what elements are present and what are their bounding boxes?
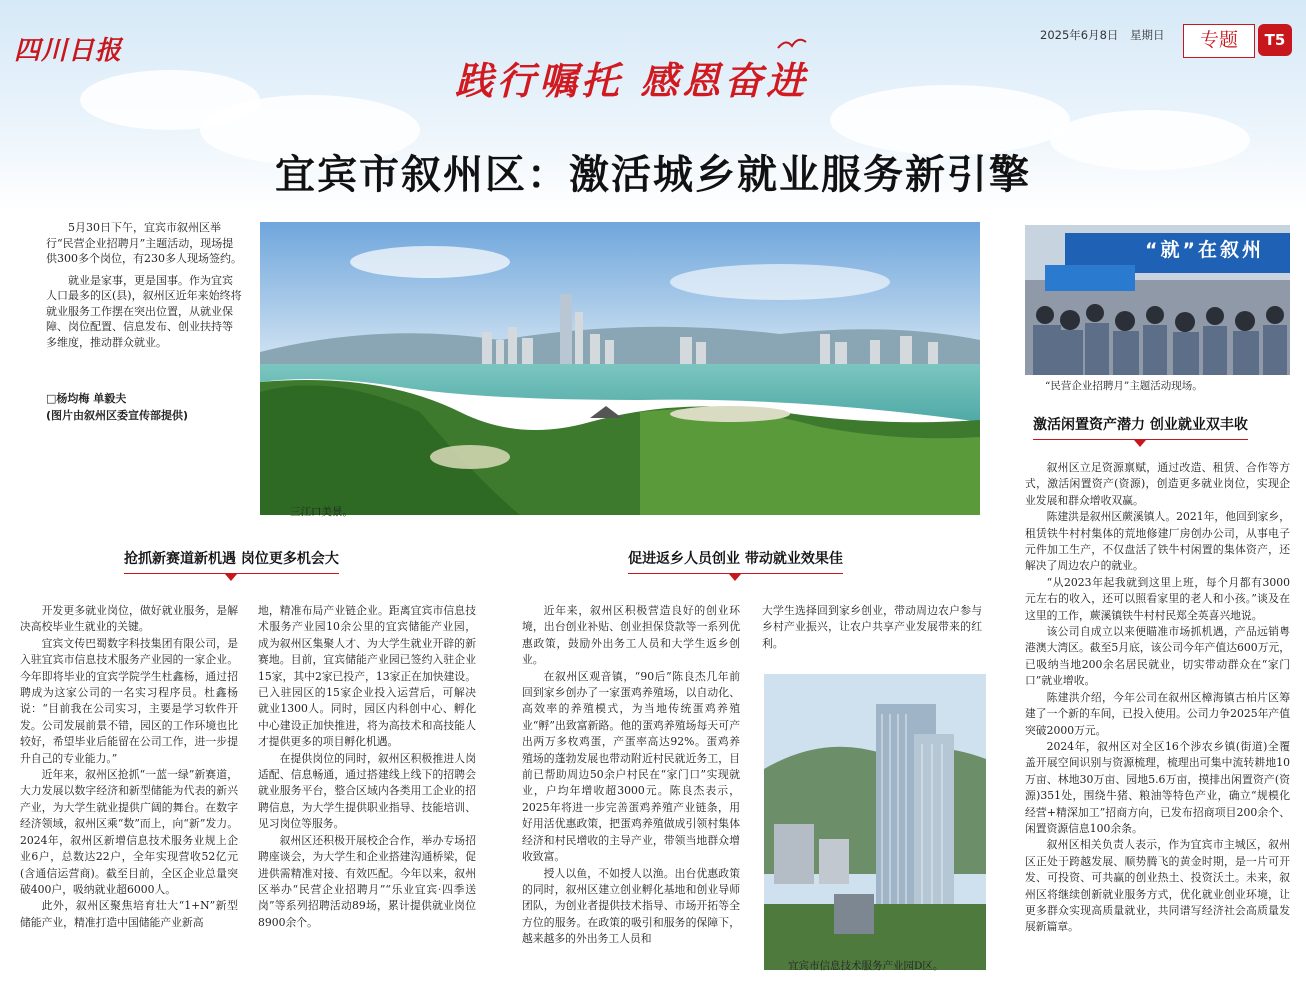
article-paragraph: 宜宾文传巴蜀数字科技集团有限公司，是入驻宜宾市信息技术服务产业园的一家企业。今年即将毕业的宜宾学院学生杜鑫杨，通过招聘成为这家公司的一名实习程序员。杜鑫杨说：“目前我在公司实习，主要是学习软件开发。公司发展前景不错，园区的工作环境也比较好，希望毕业后能留在公司工作，进一步提升自己的专业能力。” — [20, 636, 238, 765]
intro-paragraph: 就业是家事，更是国事。作为宜宾人口最多的区(县)，叙州区近年来始终将就业服务工作摆在突出位置，从就业保障、岗位配置、信息发布、创业扶持等多维度，推动群众就业。 — [46, 273, 242, 349]
panorama-caption: 三江口美景。 — [290, 506, 353, 518]
three-rivers-panorama-photo — [260, 222, 980, 515]
bird-decoration-icon — [776, 34, 808, 56]
subhead-idle-assets — [1033, 414, 1248, 434]
article-paragraph: 开发更多就业岗位，做好就业服务，是解决高校毕业生就业的关键。 — [20, 604, 238, 634]
page-headline: 宜宾市叙州区：激活城乡就业服务新引擎 — [275, 152, 1031, 198]
dateline — [1040, 27, 1173, 43]
article-column-4 — [762, 603, 982, 663]
article-paragraph: 该公司自成立以来便瞄准市场抓机遇，产品远销粤港澳大湾区。截至5月底，该公司今年产值达600万元，已吸纳当地200余名居民就业，切实带动群众在“家门口”就业增收。 — [1025, 625, 1290, 688]
byline — [46, 390, 242, 424]
article-paragraph: 此外，叙州区聚焦培育壮大“1+N”新型储能产业，精准打造中国储能产业新高 — [20, 899, 238, 929]
article-paragraph: 在提供岗位的同时，叙州区积极推进人岗适配、信息畅通，通过搭建线上线下的招聘会就业服务平台，整合区域内各类用工企业的招聘信息，为大学生提供职业指导、技能培训、见习岗位等服务。 — [258, 751, 476, 831]
fair-banner-text: “就”在叙州 — [1145, 239, 1264, 261]
newspaper-logo: 四川日报 — [14, 36, 123, 66]
article-paragraph: 在叙州区观音镇，“90后”陈良杰几年前回到家乡创办了一家蛋鸡养殖场，以自动化、高效率的养殖模式，为当地传统蛋鸡养殖业“孵”出致富新路。他的蛋鸡养殖场每天可产出两万多枚鸡蛋，产蛋率高达92%。蛋鸡养殖场的蓬勃发展也带动附近村民就近务工，目前已帮助周边50余户村民在“家门口”实现就业，户均年增收超3000元。陈良杰表示，2025年将进一步完善蛋鸡养殖产业链条，用好用活优惠政策，把蛋鸡养殖做成引领村集体经济和村民增收的主导产业，带领当地群众增收致富。 — [522, 669, 740, 864]
article-column-1 — [20, 603, 238, 983]
slogan: 践行嘱托 感恩奋进 — [455, 58, 809, 103]
job-fair-caption: “民营企业招聘月”主题活动现场。 — [1045, 380, 1203, 392]
issue-date: 2025年6月8日 — [1040, 28, 1119, 42]
subhead-text: 促进返乡人员创业 带动就业效果佳 — [628, 551, 843, 567]
section-label: 专题 — [1183, 24, 1255, 58]
article-paragraph: 2024年，叙州区对全区16个涉农乡镇(街道)全覆盖开展空间识别与资源梳理，梳理出可集中流转耕地10万亩、林地30万亩、园地5.6万亩，摸排出闲置资产(资源)351处，围绕牛猪、粮油等特色产业，确立“规模化经营+精深加工”招商方向，已发布招商项目200余个、闲置资源信息100余条。 — [1025, 739, 1290, 835]
article-paragraph: 近年来，叙州区积极营造良好的创业环境，出台创业补贴、创业担保贷款等一系列优惠政策，鼓励外出务工人员和大学生返乡创业。 — [522, 604, 740, 667]
page-number: T5 — [1258, 24, 1292, 56]
article-paragraph: 近年来，叙州区抢抓“一蓝一绿”新赛道，大力发展以数字经济和新型储能为代表的新兴产业，为大学生就业提供广阔的舞台。在数字经济领域，叙州区乘“数”而上，向“新”发力。2024年，叙州区新增信息技术服务业规上企业6户，总数达22户，全年实现营收52亿元(含通信运营商)。截至目前，全区企业总量突破400户，吸纳就业超6000人。 — [20, 768, 238, 896]
subhead-arrow-icon — [729, 574, 741, 581]
subhead-arrow-icon — [225, 574, 237, 581]
industrial-park-caption: 宜宾市信息技术服务产业园D区。 — [788, 960, 944, 972]
subhead-new-tracks — [124, 548, 339, 568]
article-paragraph: 陈建洪介绍，今年公司在叙州区樟海镇古柏片区筹建了一个新的车间，已投入使用。公司力争2025年产值突破2000万元。 — [1025, 690, 1290, 737]
article-paragraph: “从2023年起我就到这里上班，每个月都有3000元左右的收入，还可以照看家里的老人和小孩。”谈及在这里的工作，蕨溪镇铁牛村村民郑全英喜兴地说。 — [1025, 575, 1290, 622]
subhead-text: 激活闲置资产潜力 创业就业双丰收 — [1033, 417, 1248, 433]
authors: □杨均梅 单毅夫 — [46, 392, 127, 405]
article-paragraph: 叙州区相关负责人表示，作为宜宾市主城区，叙州区正处于跨越发展、顺势腾飞的黄金时期，是一片可开发、可投资、可共赢的创业热土、投资沃土。未来，叙州区将继续创新就业服务方式，优化就业创业环境，让更多群众实现高质量就业，共同谱写经济社会高质量发展新篇章。 — [1025, 838, 1290, 934]
article-paragraph: 叙州区立足资源禀赋，通过改造、租赁、合作等方式，激活闲置资产(资源)，创造更多就业岗位，实现企业发展和群众增收双赢。 — [1025, 461, 1290, 507]
article-paragraph: 陈建洪是叙州区蕨溪镇人。2021年，他回到家乡，租赁铁牛村村集体的荒地修建厂房创办公司，从事电子元件加工生产，不仅盘活了铁牛村闲置的集体资产，还解决了周边农户的就业。 — [1025, 510, 1290, 573]
article-paragraph: 地，精准布局产业链企业。距离宜宾市信息技术服务产业园10余公里的宜宾储能产业园，成为叙州区集聚人才、为大学生就业开辟的新赛地。目前，宜宾储能产业园已签约入驻企业15家，其中2家已投产，13家正在加快建设。已入驻园区的15家企业投入运营后，可解决就业1300人。同时，园区内科创中心、孵化中心建设正加快推进，将为高技术和高技能人才提供更多的项目孵化机遇。 — [258, 604, 476, 749]
subhead-returnee-startups — [628, 548, 843, 568]
intro-paragraph: 5月30日下午，宜宾市叙州区举行“民营企业招聘月”主题活动，现场提供300多个岗位，有230多人现场签约。 — [46, 221, 242, 265]
article-column-2 — [258, 603, 476, 983]
article-paragraph: 大学生选择回到家乡创业，带动周边农户参与乡村产业振兴，让农户共享产业发展带来的红利。 — [762, 604, 982, 650]
article-column-5 — [1025, 460, 1290, 985]
article-paragraph: 叙州区还积极开展校企合作，举办专场招聘座谈会，为大学生和企业搭建沟通桥梁，促进供需精准对接、有效匹配。今年以来，叙州区举办“民营企业招聘月”“乐业宜宾·四季送岗”等系列招聘活动89场，累计提供就业岗位8900余个。 — [258, 833, 476, 929]
subhead-text: 抢抓新赛道新机遇 岗位更多机会大 — [124, 551, 339, 567]
issue-weekday: 星期日 — [1130, 28, 1165, 42]
photo-credit: (图片由叙州区委宣传部提供) — [46, 409, 189, 422]
article-column-3 — [522, 603, 740, 983]
job-fair-photo — [1025, 225, 1290, 375]
subhead-arrow-icon — [1134, 440, 1146, 447]
intro-block — [46, 220, 242, 356]
industrial-park-photo — [764, 674, 986, 970]
article-paragraph: 授人以鱼，不如授人以渔。出台优惠政策的同时，叙州区建立创业孵化基地和创业导师团队，为创业者提供技术指导、市场开拓等全方位的服务。在政策的吸引和服务的保障下，越来越多的外出务工人员和 — [522, 866, 740, 946]
